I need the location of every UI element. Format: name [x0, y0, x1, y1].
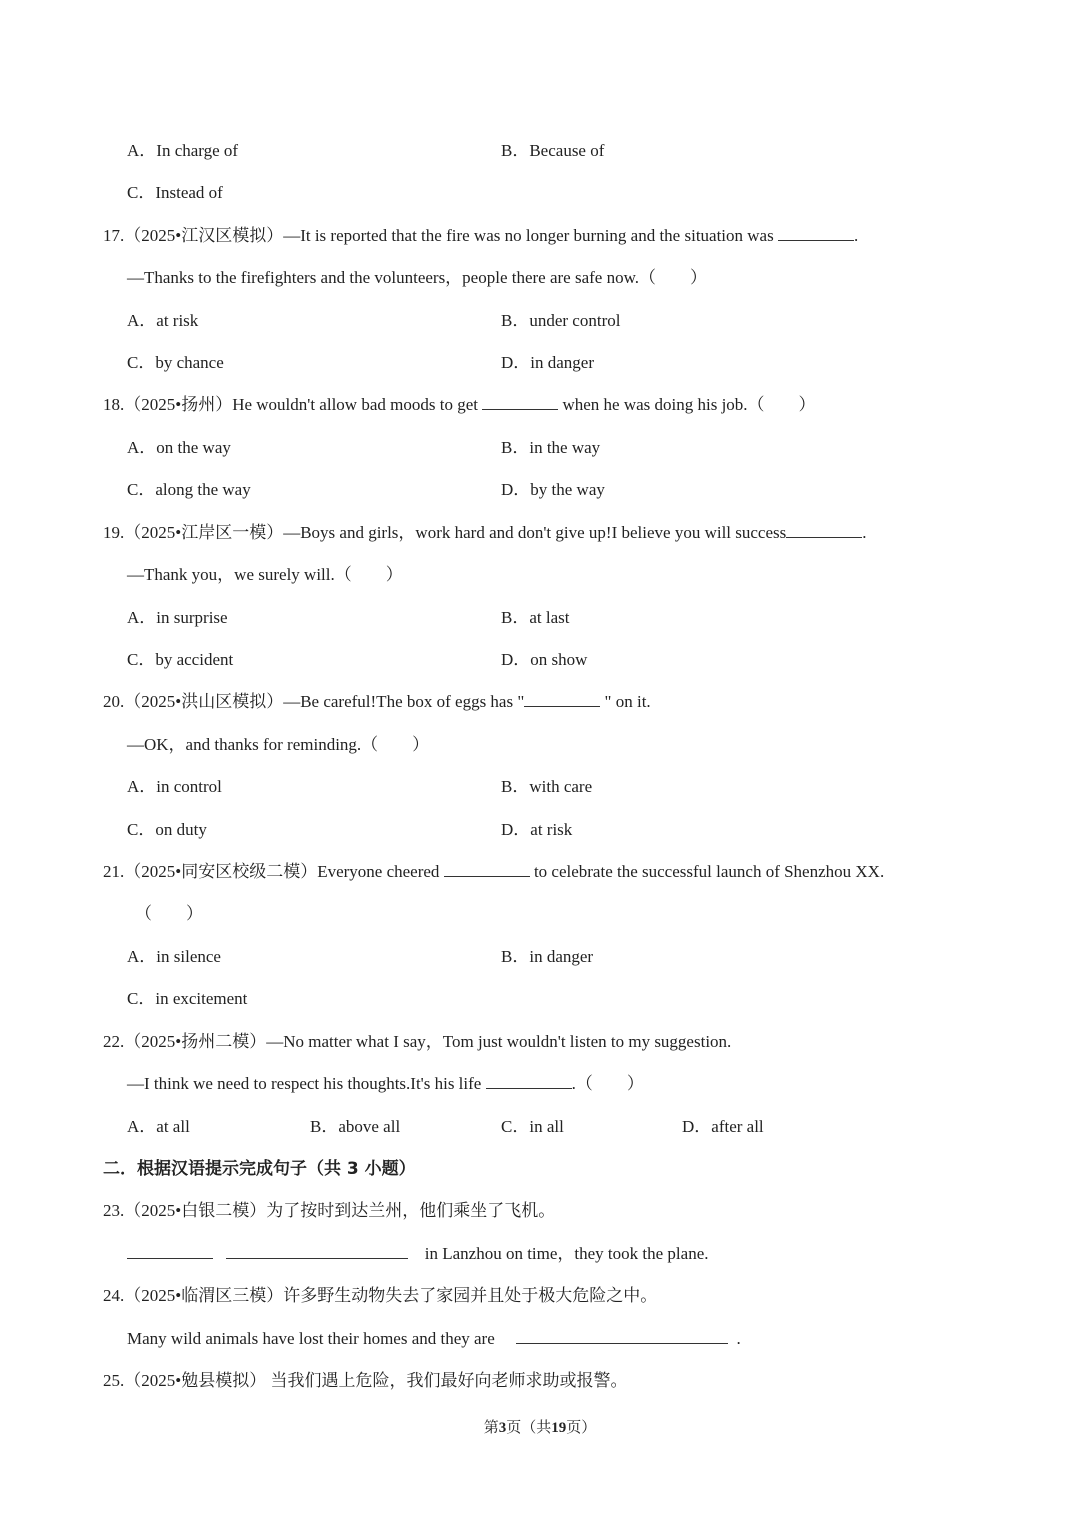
q16-option-b[interactable]: [501, 140, 604, 162]
q20-option-c[interactable]: [127, 819, 207, 841]
option-text: on the way: [156, 438, 231, 457]
option-letter: B．: [501, 777, 530, 796]
q18-option-d[interactable]: [501, 479, 605, 501]
option-letter: D．: [682, 1117, 712, 1136]
q23-stem: [103, 1200, 555, 1222]
option-letter: B．: [501, 141, 530, 160]
option-letter: D．: [501, 353, 531, 372]
q19-option-c[interactable]: [127, 649, 233, 671]
question-text: when he was doing his job.（ ）: [562, 395, 816, 414]
question-text: He wouldn't allow bad moods to get: [232, 395, 478, 414]
option-letter: C．: [127, 183, 156, 202]
q22-reply: [127, 1073, 644, 1095]
q17-stem: [103, 225, 858, 247]
question-prefix: 19.（2025•江岸区一模）: [103, 523, 284, 542]
q19-option-b[interactable]: [501, 607, 569, 629]
question-prefix: 22.（2025•扬州二模）: [103, 1032, 267, 1051]
q22-stem: [103, 1031, 731, 1053]
q24-answer-line: [127, 1328, 741, 1350]
q22-option-a[interactable]: [127, 1116, 190, 1138]
question-text: to celebrate the successful launch of Shenzhou XX.: [533, 862, 885, 881]
question-text: in Lanzhou on time，they took the plane.: [424, 1244, 709, 1263]
question-text: " on it.: [604, 692, 651, 711]
question-text: .（ ）: [571, 1074, 644, 1093]
option-text: Instead of: [155, 183, 223, 202]
option-text: on show: [530, 650, 588, 669]
option-letter: D．: [501, 480, 531, 499]
q17-reply: —Thanks to the firefighters and the volunteers，people there are safe now.（ ）: [127, 268, 708, 287]
question-prefix: 24.（2025•临渭区三模）: [103, 1286, 284, 1305]
option-letter: D．: [501, 650, 531, 669]
option-text: in excitement: [155, 989, 248, 1008]
option-text: at risk: [156, 311, 199, 330]
answer-blank[interactable]: [127, 1243, 213, 1259]
q18-option-b[interactable]: [501, 437, 600, 459]
q21-option-b[interactable]: [501, 946, 593, 968]
option-text: at all: [156, 1117, 190, 1136]
option-text: in the way: [529, 438, 601, 457]
question-text: 当我们遇上危险，我们最好向老师求助或报警。: [270, 1371, 628, 1390]
answer-blank[interactable]: [778, 225, 854, 241]
q17-option-b[interactable]: [501, 310, 620, 332]
option-text: in surprise: [156, 608, 228, 627]
question-text: Everyone cheered: [317, 862, 440, 881]
q21-paren: （ ）: [135, 904, 203, 923]
option-text: in all: [529, 1117, 564, 1136]
question-text: —Boys and girls，work hard and don't give up!I believe you will success: [283, 523, 787, 542]
punct: .: [736, 1329, 741, 1348]
option-text: by chance: [155, 353, 224, 372]
q19-option-d[interactable]: [501, 649, 587, 671]
section-title: 二．根据汉语提示完成句子（共 3 小题）: [103, 1159, 416, 1179]
answer-blank[interactable]: [524, 691, 600, 707]
option-letter: B．: [501, 438, 530, 457]
page-total: 19: [551, 1420, 567, 1436]
question-prefix: 18.（2025•扬州）: [103, 395, 233, 414]
option-letter: C．: [127, 353, 156, 372]
option-text: with care: [529, 777, 593, 796]
question-text: 为了按时到达兰州，他们乘坐了飞机。: [266, 1201, 556, 1220]
q25-stem: [103, 1370, 627, 1392]
question-prefix: 20.（2025•洪山区模拟）: [103, 692, 284, 711]
answer-blank[interactable]: [516, 1328, 728, 1344]
option-text: by accident: [155, 650, 234, 669]
answer-blank[interactable]: [482, 394, 558, 410]
option-letter: A．: [127, 438, 157, 457]
q16-option-c[interactable]: [127, 182, 223, 204]
option-text: in control: [156, 777, 222, 796]
option-letter: A．: [127, 947, 157, 966]
q16-option-a[interactable]: [127, 140, 238, 162]
option-letter: C．: [501, 1117, 530, 1136]
q19-reply: —Thank you，we surely will.（ ）: [127, 565, 403, 584]
q17-option-c[interactable]: [127, 352, 224, 374]
q17-option-d[interactable]: [501, 352, 594, 374]
question-text: —It is reported that the fire was no longer burning and the situation was: [283, 226, 774, 245]
q23-answer-line: [127, 1243, 709, 1265]
option-letter: B．: [310, 1117, 339, 1136]
option-letter: B．: [501, 311, 530, 330]
option-letter: A．: [127, 777, 157, 796]
option-text: in silence: [156, 947, 221, 966]
option-letter: A．: [127, 311, 157, 330]
page-number: 3: [498, 1420, 507, 1436]
option-letter: B．: [501, 947, 530, 966]
answer-blank[interactable]: [444, 861, 530, 877]
option-text: by the way: [530, 480, 605, 499]
question-text: Many wild animals have lost their homes and they are: [127, 1329, 495, 1348]
q24-stem: [103, 1285, 657, 1307]
option-letter: C．: [127, 480, 156, 499]
option-text: in danger: [529, 947, 594, 966]
q20-option-b[interactable]: [501, 776, 592, 798]
q20-option-a[interactable]: [127, 776, 222, 798]
question-text: 许多野生动物失去了家园并且处于极大危险之中。: [283, 1286, 658, 1305]
q17-option-a[interactable]: [127, 310, 198, 332]
punct: .: [862, 523, 867, 542]
option-letter: A．: [127, 141, 157, 160]
option-text: Because of: [529, 141, 605, 160]
option-letter: C．: [127, 650, 156, 669]
q21-option-a[interactable]: [127, 946, 221, 968]
q22-option-d[interactable]: [682, 1116, 764, 1138]
option-letter: C．: [127, 820, 156, 839]
option-letter: D．: [501, 820, 531, 839]
option-text: along the way: [155, 480, 251, 499]
question-prefix: 23.（2025•白银二模）: [103, 1201, 267, 1220]
question-prefix: 17.（2025•江汉区模拟）: [103, 226, 284, 245]
option-letter: B．: [501, 608, 530, 627]
punct: .: [853, 226, 859, 245]
question-prefix: 21.（2025•同安区校级二模）: [103, 862, 318, 881]
q20-stem: [103, 691, 651, 713]
question-prefix: 25.（2025•勉县模拟）: [103, 1371, 267, 1390]
option-text: after all: [711, 1117, 764, 1136]
q19-stem: [103, 522, 867, 544]
q21-option-c[interactable]: [127, 988, 247, 1010]
option-text: In charge of: [156, 141, 239, 160]
option-text: above all: [338, 1117, 401, 1136]
q22-option-b[interactable]: [310, 1116, 400, 1138]
q19-option-a[interactable]: [127, 607, 228, 629]
q22-option-c[interactable]: [501, 1116, 564, 1138]
option-text: in danger: [530, 353, 595, 372]
footer-text: 页（共: [506, 1420, 552, 1436]
option-text: on duty: [155, 820, 207, 839]
option-letter: A．: [127, 608, 157, 627]
answer-blank[interactable]: [226, 1243, 408, 1259]
footer-text: 第: [483, 1420, 499, 1436]
answer-blank[interactable]: [786, 522, 862, 538]
question-text: —I think we need to respect his thoughts.It's his life: [127, 1074, 482, 1093]
page-footer: [0, 1416, 1080, 1437]
option-letter: A．: [127, 1117, 157, 1136]
question-text: —No matter what I say，Tom just wouldn't listen to my suggestion.: [266, 1032, 732, 1051]
q18-option-c[interactable]: [127, 479, 251, 501]
answer-blank[interactable]: [486, 1073, 572, 1089]
q18-option-a[interactable]: [127, 437, 231, 459]
q21-stem: [103, 861, 884, 883]
option-text: at risk: [530, 820, 573, 839]
q20-option-d[interactable]: [501, 819, 572, 841]
question-text: —Be careful!The box of eggs has ": [283, 692, 525, 711]
q18-stem: [103, 394, 816, 416]
option-text: under control: [529, 311, 621, 330]
option-letter: C．: [127, 989, 156, 1008]
footer-text: 页）: [566, 1420, 597, 1436]
option-text: at last: [529, 608, 570, 627]
q20-reply: —OK，and thanks for reminding.（ ）: [127, 735, 430, 754]
